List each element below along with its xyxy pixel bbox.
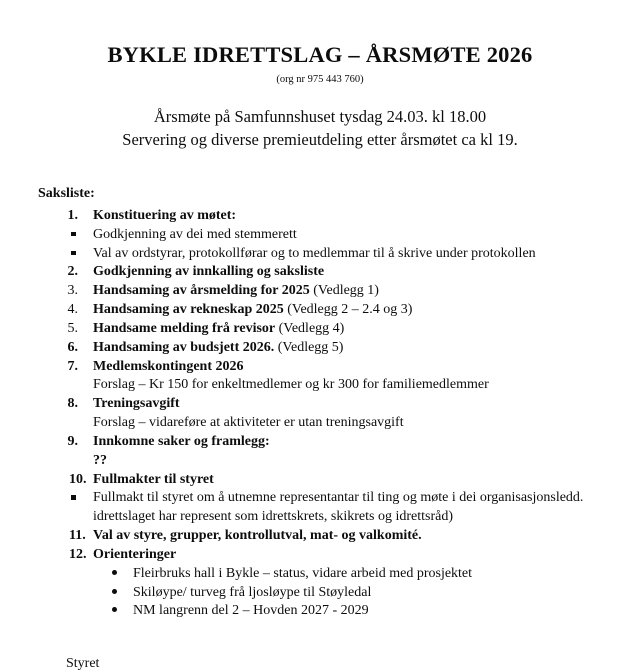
agenda-item-4-number: 4. <box>67 302 78 318</box>
meeting-serving-line: Servering og diverse premieutdeling etter årsmøtet ca kl 19. <box>122 130 518 150</box>
round-bullet-icon <box>112 589 117 594</box>
agenda-item-1-sub-a-text: Godkjenning av dei med stemmerett <box>93 226 297 242</box>
agenda-item-12-sub-b-text: Skiløype/ turveg frå ljosløype til Støyledal <box>133 584 372 600</box>
agenda-item-1-text <box>93 207 640 226</box>
agenda-item-10 <box>0 471 640 490</box>
agenda-item-12-sub-c <box>0 602 640 621</box>
agenda-item-8-text <box>93 395 640 414</box>
agenda-item-6-text <box>93 339 640 358</box>
agenda-item-6-number: 6. <box>67 339 78 355</box>
agenda-item-7-title: Medlemskontingent 2026 <box>93 358 244 374</box>
agenda-item-11 <box>0 527 640 546</box>
agenda-item-8-proposal: Forslag – vidareføre at aktiviteter er utan treningsavgift <box>93 415 404 431</box>
agenda-item-11-number: 11. <box>69 528 86 544</box>
agenda-item-5-text <box>93 320 640 339</box>
agenda-item-3 <box>0 282 640 301</box>
agenda-item-12-sub-b <box>0 584 640 603</box>
agenda-item-2 <box>0 263 640 282</box>
agenda-item-10-text <box>93 471 640 490</box>
agenda-item-7-text <box>93 358 640 377</box>
agenda-item-10-number: 10. <box>69 471 87 487</box>
agenda-item-9-number: 9. <box>67 433 78 449</box>
agenda-item-3-title: Handsaming av årsmelding for 2025 <box>93 283 310 299</box>
agenda-item-7 <box>0 358 640 377</box>
agenda-item-12-sub-a <box>0 565 640 584</box>
agenda-item-3-number: 3. <box>67 283 78 299</box>
org-number: (org nr 975 443 760) <box>276 73 364 85</box>
agenda-item-1 <box>0 207 640 226</box>
agenda-item-1-sub-b <box>0 245 640 264</box>
square-bullet-icon <box>71 495 76 500</box>
agenda-item-12-text <box>93 546 640 565</box>
agenda-item-4-title: Handsaming av rekneskap 2025 <box>93 302 284 318</box>
agenda-item-9-text <box>93 433 640 452</box>
agenda-item-5-title: Handsame melding frå revisor <box>93 320 276 336</box>
agenda-item-10-sub-line1: Fullmakt til styret om å utnemne representantar til ting og møte i dei organisasjonsledd. <box>93 490 584 506</box>
agenda-item-10-sub <box>0 489 640 527</box>
page-title: BYKLE IDRETTSLAG – ÅRSMØTE 2026 <box>107 42 533 67</box>
signoff: Styret <box>66 656 100 672</box>
agenda-item-11-text <box>93 527 640 546</box>
agenda-item-2-text <box>93 263 640 282</box>
agenda-item-2-number: 2. <box>67 264 78 280</box>
agenda-item-7-number: 7. <box>67 358 78 374</box>
agenda-item-4-attachment: (Vedlegg 2 – 2.4 og 3) <box>283 302 413 318</box>
agenda-item-1-sub-b-text: Val av ordstyrar, protokollførar og to medlemmar til å skrive under protokollen <box>93 245 536 261</box>
round-bullet-icon <box>112 570 117 575</box>
agenda-item-1-number: 1. <box>67 208 78 223</box>
agenda-item-5-attachment: (Vedlegg 4) <box>275 320 345 336</box>
agenda-item-12-number: 12. <box>69 546 87 562</box>
agenda-item-9 <box>0 433 640 452</box>
agenda-item-10-title: Fullmakter til styret <box>93 471 214 487</box>
square-bullet-icon <box>71 251 76 256</box>
agenda-item-12-sub-a-text: Fleirbruks hall i Bykle – status, vidare arbeid med prosjektet <box>133 565 473 581</box>
agenda-item-8 <box>0 395 640 414</box>
agenda-item-3-attachment: (Vedlegg 1) <box>309 283 379 299</box>
agenda-heading: Saksliste: <box>38 186 95 201</box>
agenda-item-4 <box>0 301 640 320</box>
agenda-item-3-text <box>93 282 640 301</box>
agenda-item-11-title: Val av styre, grupper, kontrollutval, mat- og valkomité. <box>93 528 422 544</box>
agenda-item-5-number: 5. <box>67 320 78 336</box>
meeting-time-line: Årsmøte på Samfunnshuset tysdag 24.03. kl 18.00 <box>153 107 487 127</box>
agenda-item-4-text <box>93 301 640 320</box>
agenda-item-9-placeholder: ?? <box>93 452 107 468</box>
agenda-item-6 <box>0 339 640 358</box>
agenda-item-10-sub-line2: idrettslaget har represent som idrettskrets, skikrets og idrettsråd) <box>93 509 454 525</box>
agenda-item-6-title: Handsaming av budsjett 2026. <box>93 339 275 355</box>
agenda-item-5 <box>0 320 640 339</box>
round-bullet-icon <box>112 607 117 612</box>
agenda-item-12 <box>0 546 640 565</box>
agenda-item-12-title: Orienteringer <box>93 546 177 562</box>
agenda-item-9-title: Innkomne saker og framlegg: <box>93 433 270 449</box>
agenda-item-8-title: Treningsavgift <box>93 396 180 412</box>
square-bullet-icon <box>71 232 76 237</box>
agenda-item-8-number: 8. <box>67 396 78 412</box>
agenda-item-12-sub-c-text: NM langrenn del 2 – Hovden 2027 - 2029 <box>133 603 369 619</box>
agenda-item-2-title: Godkjenning av innkalling og saksliste <box>93 264 325 280</box>
agenda-item-7-proposal: Forslag – Kr 150 for enkeltmedlemer og kr 300 for familiemedlemmer <box>93 377 489 393</box>
agenda-list <box>0 202 640 621</box>
agenda-item-1-sub-a <box>0 226 640 245</box>
agenda-item-6-attachment: (Vedlegg 5) <box>274 339 344 355</box>
meeting-info <box>0 86 640 152</box>
agenda-item-1-title: Konstituering av møtet: <box>93 208 237 223</box>
